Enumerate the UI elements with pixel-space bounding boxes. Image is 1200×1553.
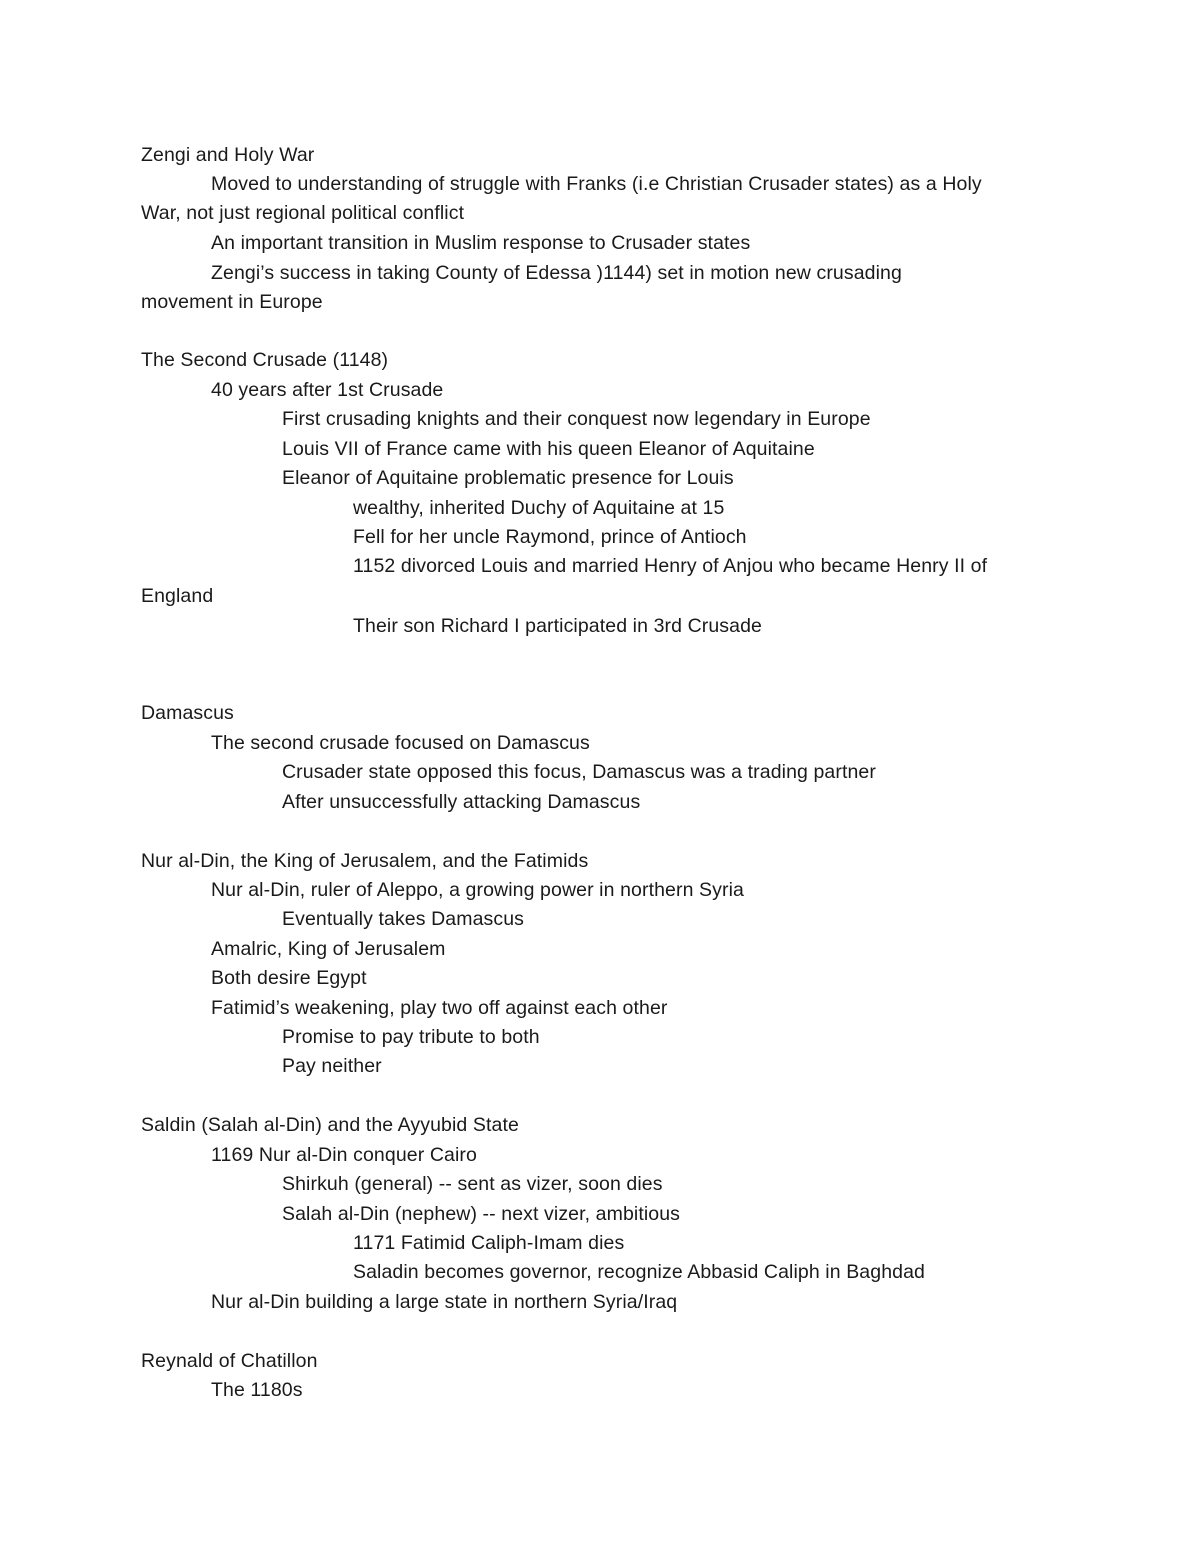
note-line: Crusader state opposed this focus, Damascus was a trading partner: [282, 761, 876, 783]
note-line: Amalric, King of Jerusalem: [211, 938, 446, 960]
section-heading: Zengi and Holy War: [141, 144, 315, 166]
section-heading: The Second Crusade (1148): [141, 349, 389, 371]
note-line: 40 years after 1st Crusade: [211, 379, 444, 401]
note-line: Eleanor of Aquitaine problematic presence for Louis: [282, 467, 734, 489]
note-line: Zengi’s success in taking County of Edessa )1144) set in motion new crusading: [211, 262, 902, 284]
note-line: After unsuccessfully attacking Damascus: [282, 791, 641, 813]
note-line: 1169 Nur al-Din conquer Cairo: [211, 1144, 477, 1166]
note-line: Fell for her uncle Raymond, prince of Antioch: [353, 526, 747, 548]
section-heading: Damascus: [141, 702, 234, 724]
note-line: Promise to pay tribute to both: [282, 1026, 540, 1048]
note-line: War, not just regional political conflict: [141, 202, 465, 224]
note-line: Pay neither: [282, 1055, 382, 1077]
note-line: The second crusade focused on Damascus: [211, 732, 590, 754]
note-line: Nur al-Din, ruler of Aleppo, a growing power in northern Syria: [211, 879, 744, 901]
note-line: Shirkuh (general) -- sent as vizer, soon dies: [282, 1173, 663, 1195]
note-line: Eventually takes Damascus: [282, 908, 525, 930]
note-line: 1152 divorced Louis and married Henry of Anjou who became Henry II of: [353, 555, 988, 577]
note-line: First crusading knights and their conquest now legendary in Europe: [282, 408, 871, 430]
note-line: Moved to understanding of struggle with Franks (i.e Christian Crusader states) as a Holy: [211, 173, 982, 195]
section-heading: Saldin (Salah al-Din) and the Ayyubid State: [141, 1114, 519, 1136]
note-line: Fatimid’s weakening, play two off against each other: [211, 997, 668, 1019]
note-line: Both desire Egypt: [211, 967, 367, 989]
note-line: Their son Richard I participated in 3rd Crusade: [353, 615, 762, 637]
note-line: An important transition in Muslim response to Crusader states: [211, 232, 751, 254]
note-line: The 1180s: [211, 1379, 303, 1401]
note-line: Saladin becomes governor, recognize Abbasid Caliph in Baghdad: [353, 1261, 925, 1283]
note-line: 1171 Fatimid Caliph-Imam dies: [353, 1232, 625, 1254]
section-heading: Nur al-Din, the King of Jerusalem, and the Fatimids: [141, 850, 589, 872]
note-line: Salah al-Din (nephew) -- next vizer, ambitious: [282, 1203, 681, 1225]
note-line: wealthy, inherited Duchy of Aquitaine at 15: [353, 497, 725, 519]
note-line: Louis VII of France came with his queen Eleanor of Aquitaine: [282, 438, 815, 460]
note-line: Nur al-Din building a large state in northern Syria/Iraq: [211, 1291, 678, 1313]
section-heading: Reynald of Chatillon: [141, 1350, 318, 1372]
note-line: movement in Europe: [141, 291, 323, 313]
note-line: England: [141, 585, 214, 607]
